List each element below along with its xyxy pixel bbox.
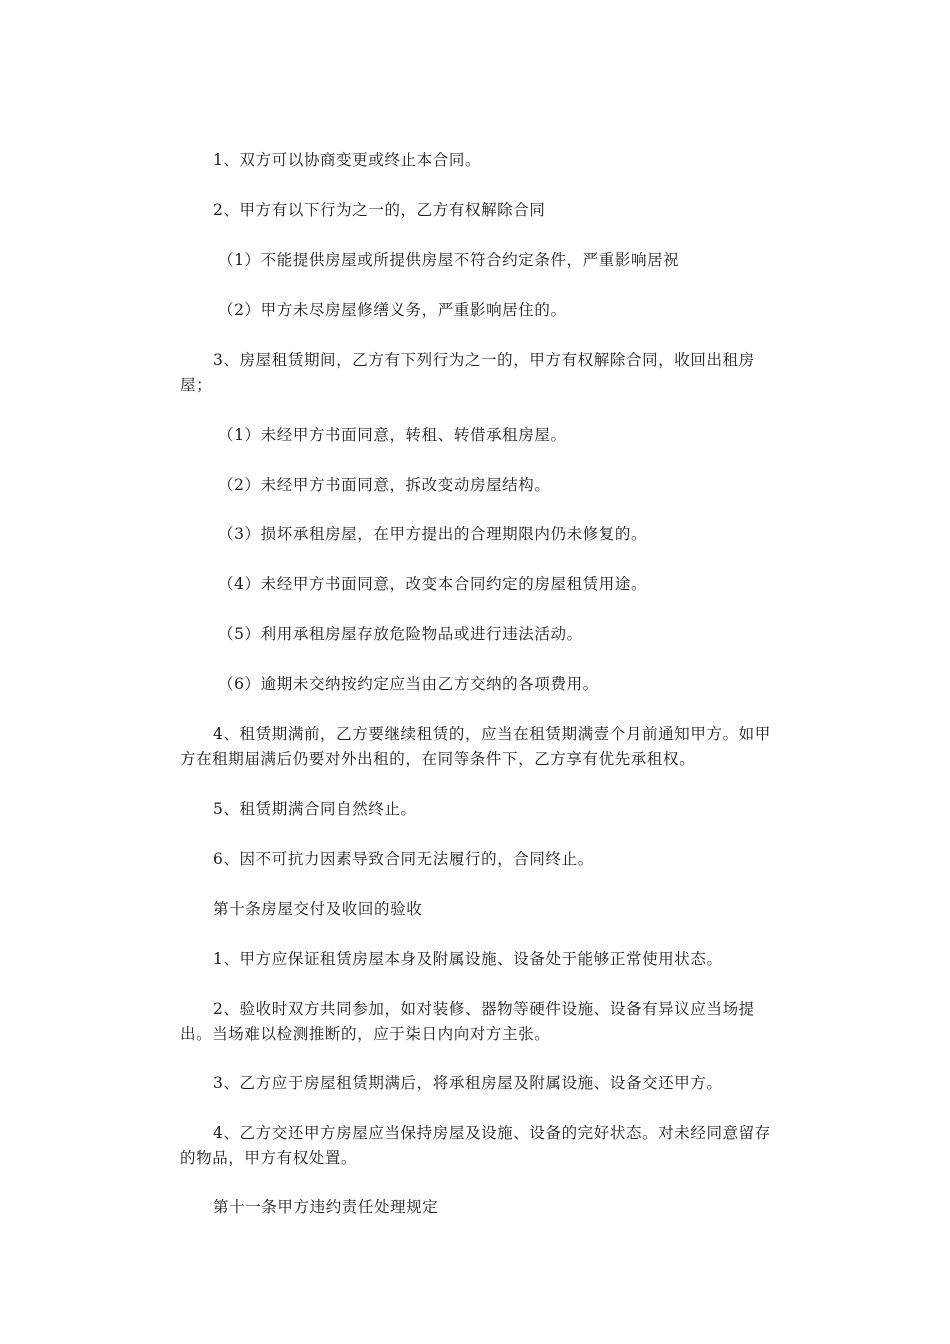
- paragraph-3-item-5: （5）利用承租房屋存放危险物品或进行违法活动。: [218, 625, 583, 643]
- paragraph-1: 1、双方可以协商变更或终止本合同。: [213, 151, 482, 169]
- section-10-item-1: 1、甲方应保证租赁房屋本身及附属设施、设备处于能够正常使用状态。: [213, 950, 723, 968]
- paragraph-3-item-6: （6）逾期未交纳按约定应当由乙方交纳的各项费用。: [218, 675, 599, 693]
- paragraph-5: 5、租赁期满合同自然终止。: [213, 800, 417, 818]
- section-heading-11: 第十一条甲方违约责任处理规定: [213, 1198, 439, 1216]
- section-10-item-2: 2、验收时双方共同参加，如对装修、器物等硬件设施、设备有异议应当场提出。当场难以检测推断的，应于柒日内向对方主张。: [180, 1000, 755, 1043]
- section-10-item-3: 3、乙方应于房屋租赁期满后，将承租房屋及附属设施、设备交还甲方。: [213, 1074, 723, 1092]
- section-10-item-4: 4、乙方交还甲方房屋应当保持房屋及设施、设备的完好状态。对未经同意留存的物品，甲方有权处置。: [180, 1124, 771, 1167]
- paragraph-3: 3、房屋租赁期间，乙方有下列行为之一的，甲方有权解除合同，收回出租房屋；: [180, 351, 755, 394]
- section-heading-10: 第十条房屋交付及收回的验收: [213, 900, 423, 918]
- paragraph-2-item-1: （1）不能提供房屋或所提供房屋不符合约定条件，严重影响居祝: [218, 251, 680, 269]
- paragraph-2-item-2: （2）甲方未尽房屋修缮义务，严重影响居住的。: [218, 301, 567, 319]
- paragraph-6: 6、因不可抗力因素导致合同无法履行的，合同终止。: [213, 850, 594, 868]
- paragraph-3-item-4: （4）未经甲方书面同意，改变本合同约定的房屋租赁用途。: [218, 575, 648, 593]
- paragraph-3-item-3: （3）损坏承租房屋，在甲方提出的合理期限内仍未修复的。: [218, 525, 648, 543]
- paragraph-4: 4、租赁期满前，乙方要继续租赁的，应当在租赁期满壹个月前通知甲方。如甲方在租期届满后仍要对外出租的，在同等条件下，乙方享有优先承租权。: [180, 725, 771, 768]
- paragraph-3-item-2: （2）未经甲方书面同意，拆改变动房屋结构。: [218, 476, 551, 494]
- paragraph-3-item-1: （1）未经甲方书面同意，转租、转借承租房屋。: [218, 426, 567, 444]
- paragraph-2: 2、甲方有以下行为之一的，乙方有权解除合同: [213, 201, 546, 219]
